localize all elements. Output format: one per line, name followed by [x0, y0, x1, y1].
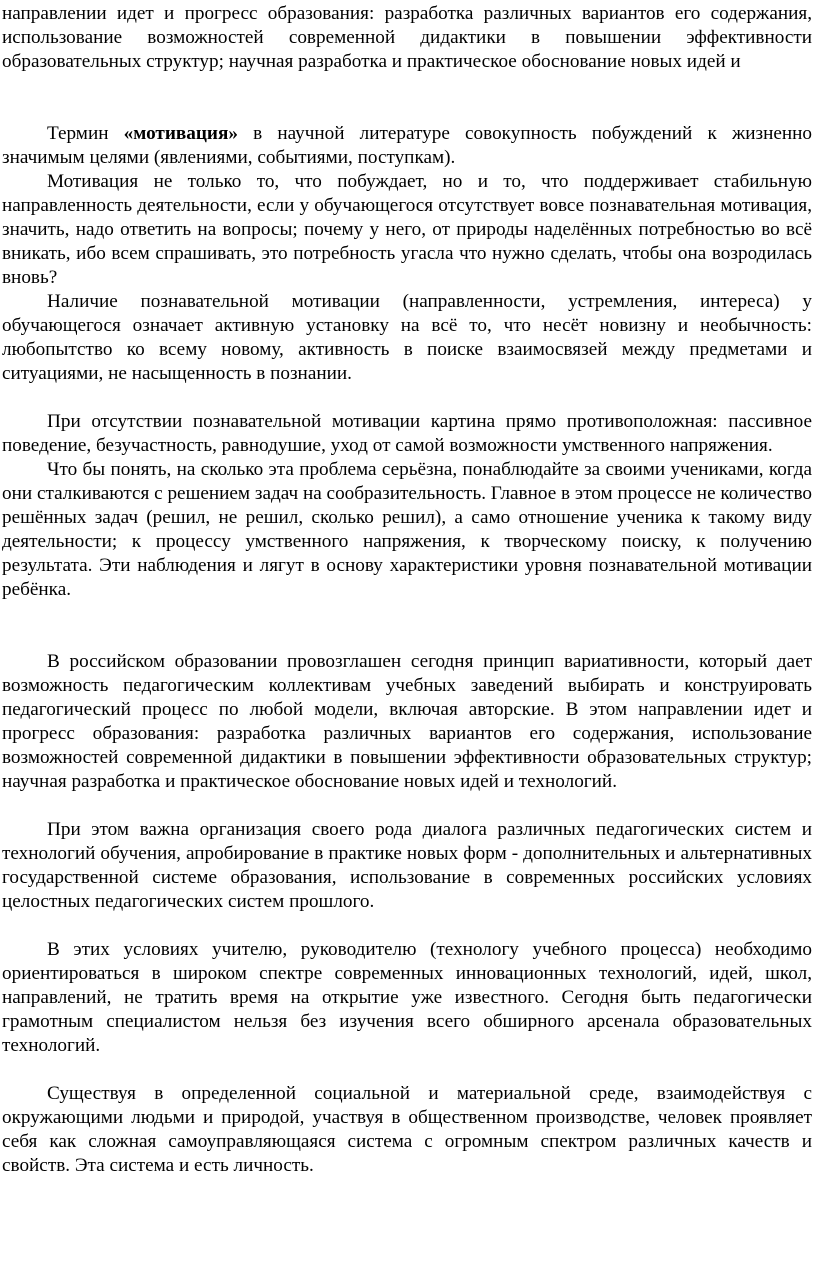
- term-prefix: Термин: [47, 123, 124, 144]
- paragraph-observation: Что бы понять, на сколько эта проблема серьёзна, понаблюдайте за своими учениками, когда они сталкиваются с решением задач на сообразительность. Главное в этом процессе не количество решённых задач (решил, не решил, сколько решил), а само отношение ученика к такому виду деятельности; к процессу умственного напряжения, к творческому поиску, к получению результата. Эти наблюдения и лягут в основу характеристики уровня познавательной мотивации ребёнка.: [2, 459, 812, 600]
- paragraph-teacher-orientation: В этих условиях учителю, руководителю (технологу учебного процесса) необходимо ориентироваться в широком спектре современных инновационных технологий, идей, школ, направлений, не тратить время на открытие уже известного. Сегодня быть педагогически грамотным специалистом нельзя без изучения всего обширного арсенала образовательных технологий.: [2, 939, 812, 1056]
- spacer: [2, 1058, 812, 1082]
- paragraph-motivation: Мотивация не только то, что побуждает, но и то, что поддерживает стабильную направленность деятельности, если у обучающегося отсутствует вовсе познавательная мотивация, значить, надо ответить на вопросы; почему у него, от природы наделённых потребностью во всё вникать, ибо всем спрашивать, это потребность угасла что нужно сделать, чтобы она возродилась вновь?: [2, 171, 812, 288]
- paragraph-personality: Существуя в определенной социальной и материальной среде, взаимодействуя с окружающими людьми и природой, участвуя в общественном производстве, человек проявляет себя как сложная самоуправляющаяся система с огромным спектром различных качеств и свойств. Эта система и есть личность.: [2, 1083, 812, 1176]
- spacer: [2, 74, 812, 122]
- term-motivation: «мотивация»: [123, 123, 238, 144]
- paragraph-cognitive-motivation: Наличие познавательной мотивации (направленности, устремления, интереса) у обучающегося означает активную установку на всё то, что несёт новизну и необычность: любопытство ко всему новому, активность в поиске взаимосвязей между предметами и ситуациями, не насыщенность в познании.: [2, 291, 812, 384]
- paragraph-absence-of-motivation: При отсутствии познавательной мотивации картина прямо противоположная: пассивное поведение, безучастность, равнодушие, уход от самой возможности умственного напряжения.: [2, 411, 812, 456]
- paragraph-dialog-of-systems: При этом важна организация своего рода диалога различных педагогических систем и технологий обучения, апробирование в практике новых форм - дополнительных и альтернативных государственной системе образования, использование в современных российских условиях целостных педагогических систем прошлого.: [2, 819, 812, 912]
- spacer: [2, 914, 812, 938]
- term-definition-text: в научной литературе совокупность побуждений к жизненно значимым целями (явлениями, событиями, поступкам).: [2, 123, 812, 168]
- paragraph-variability-principle: В российском образовании провозглашен сегодня принцип вариативности, который дает возможность педагогическим коллективам учебных заведений выбирать и конструировать педагогический процесс по любой модели, включая авторские. В этом направлении идет и прогресс образования: разработка различных вариантов его содержания, использование возможностей современной дидактики в повышении эффективности образовательных структур; научная разработка и практическое обоснование новых идей и технологий.: [2, 651, 812, 792]
- spacer: [2, 794, 812, 818]
- spacer: [2, 386, 812, 410]
- paragraph-continuation: направлении идет и прогресс образования: разработка различных вариантов его содержания, использование возможностей современной дидактики в повышении эффективности образовательных структур; научная разработка и практическое обоснование новых идей и: [2, 3, 812, 72]
- paragraph-term-definition: [2, 122, 812, 170]
- spacer: [2, 602, 812, 650]
